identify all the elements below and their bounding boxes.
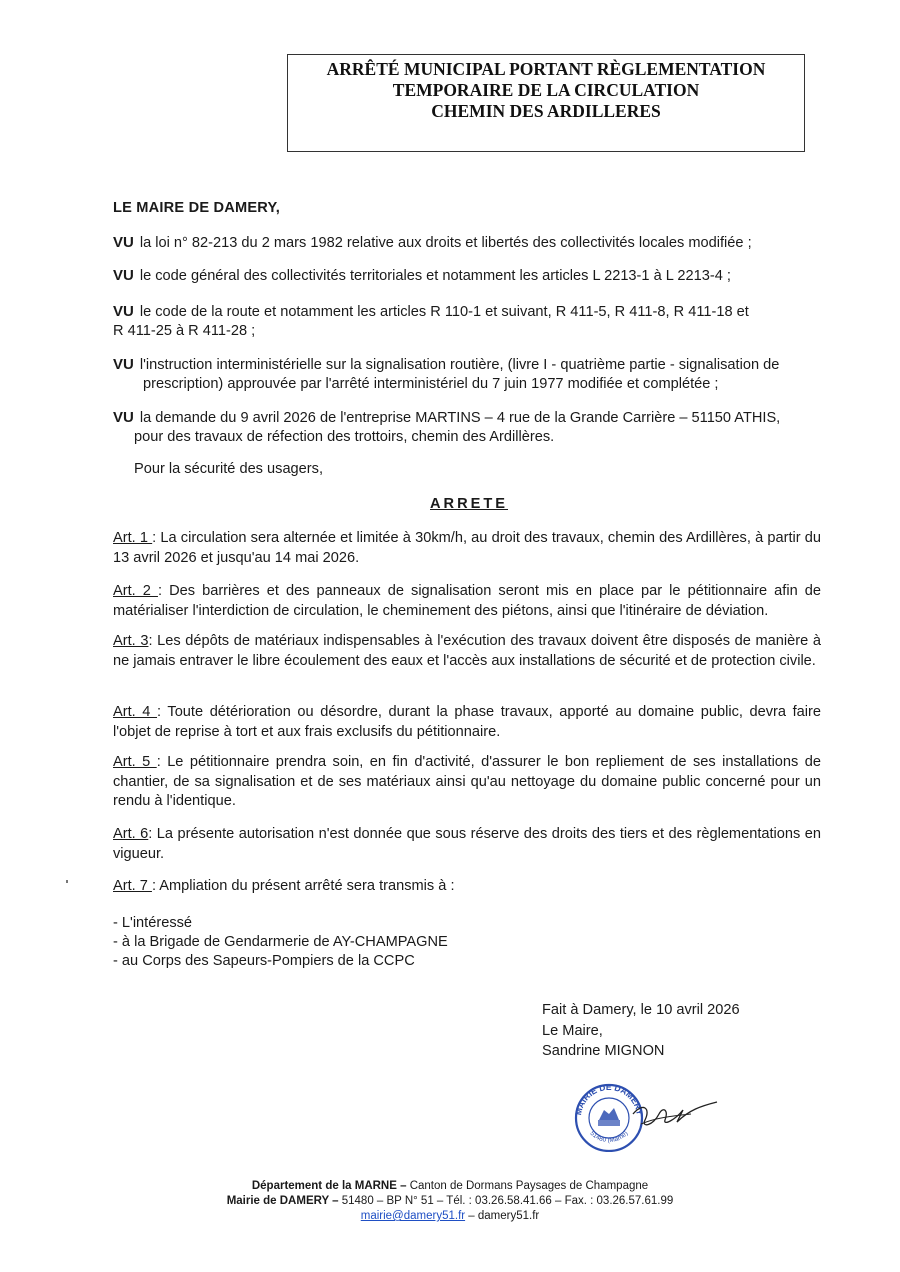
signatory-name: Sandrine MIGNON bbox=[542, 1043, 665, 1059]
article-label: Art. 7 bbox=[113, 878, 152, 894]
vu-clause-1 bbox=[113, 233, 820, 253]
vu-keyword: VU bbox=[113, 234, 134, 251]
article-label: Art. 4 bbox=[113, 704, 158, 720]
article-2 bbox=[113, 582, 821, 621]
article-text: : Toute détérioration ou désordre, durant la phase travaux, apporté au domaine public, devra faire l'objet de reprise à tort et aux frais exclusifs du pétitionnaire. bbox=[113, 704, 821, 740]
vu-keyword: VU bbox=[113, 303, 134, 320]
footer-line-2 bbox=[0, 1194, 900, 1209]
signatory-role: Le Maire, bbox=[542, 1022, 603, 1039]
title-line-2: TEMPORAIRE DE LA CIRCULATION bbox=[392, 80, 700, 100]
vu-clause-2 bbox=[113, 266, 820, 286]
footer bbox=[0, 1179, 900, 1224]
vu-text-cont: prescription) approuvée par l'arrêté interministériel du 7 juin 1977 modifiée et complétée ; bbox=[143, 376, 719, 392]
vu-keyword: VU bbox=[113, 356, 134, 373]
recipient-list bbox=[113, 914, 448, 971]
mayor-heading: LE MAIRE DE DAMERY, bbox=[113, 200, 281, 216]
footer-website: – damery51.fr bbox=[465, 1210, 540, 1222]
article-text: : Ampliation du présent arrêté sera transmis à : bbox=[151, 878, 455, 894]
vu-text: la loi n° 82-213 du 2 mars 1982 relative aux droits et libertés des collectivités locales modifiée ; bbox=[139, 235, 752, 251]
vu-clause-5 bbox=[113, 408, 820, 447]
vu-text: le code de la route et notamment les articles R 110-1 et suivant, R 411-5, R 411-8, R 411-18 et bbox=[139, 304, 749, 320]
vu-text: l'instruction interministérielle sur la signalisation routière, (livre I - quatrième partie - signalisation de bbox=[139, 357, 780, 373]
footer-line-3 bbox=[0, 1209, 900, 1224]
article-label: Art. 5 bbox=[113, 754, 157, 770]
article-6 bbox=[113, 825, 821, 864]
vu-clause-3 bbox=[113, 302, 820, 341]
article-1 bbox=[113, 529, 821, 568]
svg-text:51480 (Marne) bbox=[588, 1130, 629, 1144]
article-label: Art. 3 bbox=[113, 633, 149, 649]
list-item: - L'intéressé bbox=[113, 915, 193, 931]
vu-text-cont: pour des travaux de réfection des trottoirs, chemin des Ardillères. bbox=[134, 429, 555, 445]
footer-mairie-rest: 51480 – BP N° 51 – Tél. : 03.26.58.41.66 – Fax. : 03.26.57.61.99 bbox=[338, 1195, 674, 1207]
svg-text:MAIRIE DE DAMERY bbox=[573, 1082, 645, 1116]
title-line-3: CHEMIN DES ARDILLERES bbox=[431, 101, 661, 121]
signature-block bbox=[542, 1000, 740, 1062]
article-text: : Des barrières et des panneaux de signalisation seront mis en place par le pétitionnaire afin de matérialiser l'interdiction de circulation, le cheminement des piétons, ainsi que l'itinéraire de déviation. bbox=[113, 583, 821, 619]
title-line-1: ARRÊTÉ MUNICIPAL PORTANT RÈGLEMENTATION bbox=[326, 59, 766, 79]
article-label: Art. 1 bbox=[113, 530, 153, 546]
article-5 bbox=[113, 753, 821, 812]
article-4 bbox=[113, 703, 821, 742]
stamp-top-text: MAIRIE DE DAMERY bbox=[573, 1081, 645, 1116]
article-7 bbox=[113, 877, 821, 897]
arrete-heading: ARRETE bbox=[430, 496, 508, 512]
email-link[interactable]: mairie@damery51.fr bbox=[360, 1210, 466, 1222]
mairie-stamp-seal-icon bbox=[571, 1080, 721, 1152]
article-label: Art. 2 bbox=[113, 583, 158, 599]
article-label: Art. 6 bbox=[113, 826, 149, 842]
vu-text-cont: R 411-25 à R 411-28 ; bbox=[113, 323, 256, 339]
article-text: : Les dépôts de matériaux indispensables à l'exécution des travaux doivent être disposés de manière à ne jamais entraver le libre écoulement des eaux et l'accès aux installations de sécurité et de protection civile. bbox=[113, 633, 821, 669]
article-3 bbox=[113, 632, 821, 671]
footer-mairie-bold: Mairie de DAMERY – bbox=[226, 1195, 339, 1207]
list-item: - à la Brigade de Gendarmerie de AY-CHAMPAGNE bbox=[113, 934, 448, 950]
footer-dept-bold: Département de la MARNE – bbox=[251, 1180, 407, 1192]
place-date: Fait à Damery, le 10 avril 2026 bbox=[542, 1002, 740, 1018]
article-text: : Le pétitionnaire prendra soin, en fin d'activité, d'assurer le bon repliement de ses installations de chantier, de sa signalisation et de ses matériaux ainsi qu'au nettoyage du domaine public concerné pour un rendu à l'identique. bbox=[113, 754, 822, 809]
vu-keyword: VU bbox=[113, 409, 134, 426]
vu-text: le code général des collectivités territoriales et notamment les articles L 2213-1 à L 2213-4 ; bbox=[139, 268, 731, 284]
stamp-bottom-text: 51480 (Marne) bbox=[588, 1130, 630, 1145]
list-item: - au Corps des Sapeurs-Pompiers de la CCPC bbox=[113, 953, 415, 969]
vu-keyword: VU bbox=[113, 267, 134, 284]
vu-clause-4 bbox=[113, 355, 820, 394]
title-box bbox=[287, 54, 805, 152]
article-text: : La présente autorisation n'est donnée que sous réserve des droits des tiers et des règlementations en vigueur. bbox=[113, 826, 822, 862]
article-text: : La circulation sera alternée et limitée à 30km/h, au droit des travaux, chemin des Ardillères, à partir du 13 avril 2026 et jusqu'au 14 mai 2026. bbox=[113, 530, 822, 566]
scan-speck bbox=[66, 880, 68, 883]
footer-dept-rest: Canton de Dormans Paysages de Champagne bbox=[406, 1180, 649, 1192]
securite-line: Pour la sécurité des usagers, bbox=[134, 461, 324, 477]
footer-line-1 bbox=[0, 1179, 900, 1194]
vu-text: la demande du 9 avril 2026 de l'entreprise MARTINS – 4 rue de la Grande Carrière – 51150 ATHIS, bbox=[139, 410, 781, 426]
